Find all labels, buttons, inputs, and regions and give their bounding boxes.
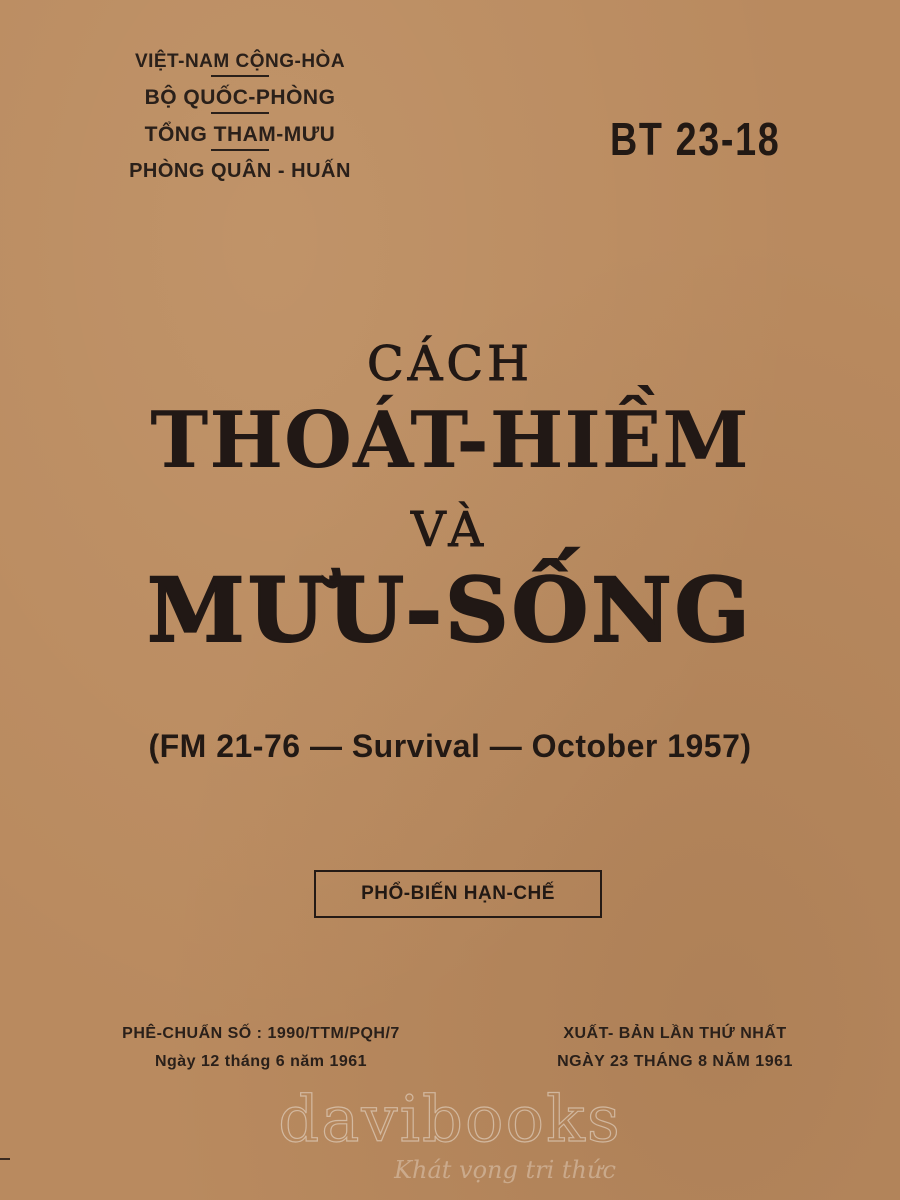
issuer-divider (211, 112, 269, 114)
issuer-divider (211, 75, 269, 77)
title-line-4: MƯU-SỐNG (147, 558, 753, 662)
publication-block (520, 1026, 830, 1070)
title-line-1: CÁCH (367, 336, 533, 392)
watermark (0, 1083, 900, 1184)
publication-edition: XUẤT- BẢN LẦN THỨ NHẤT (563, 1025, 787, 1042)
publication-date: NGÀY 23 THÁNG 8 NĂM 1961 (557, 1053, 793, 1070)
issuer-divider (211, 149, 269, 151)
issuer-line-office: PHÒNG QUÂN - HUẤN (129, 160, 351, 182)
edge-mark (0, 1158, 10, 1160)
document-code: BT 23-18 (610, 113, 781, 165)
issuer-line-ministry: BỘ QUỐC-PHÒNG (144, 86, 336, 109)
title-block (0, 336, 900, 662)
title-line-2: THOÁT-HIỀM (150, 395, 750, 486)
approval-date: Ngày 12 tháng 6 năm 1961 (154, 1053, 368, 1070)
watermark-tagline: Khát vọng tri thức (394, 1156, 616, 1184)
issuer-line-country: VIỆT-NAM CỘNG-HÒA (134, 51, 346, 72)
issuer-line-general-staff: TỔNG THAM-MƯU (144, 123, 336, 146)
distribution-stamp-text: PHỔ-BIẾN HẠN-CHẾ (361, 883, 555, 904)
source-reference: (FM 21-76 — Survival — October 1957) (148, 728, 752, 764)
approval-block (96, 1026, 426, 1070)
title-line-3: VÀ (410, 502, 490, 558)
watermark-brand: davibooks (278, 1083, 622, 1157)
issuer-block (100, 52, 380, 181)
approval-number: PHÊ-CHUẨN SỐ : 1990/TTM/PQH/7 (122, 1025, 400, 1042)
distribution-stamp (314, 870, 602, 918)
